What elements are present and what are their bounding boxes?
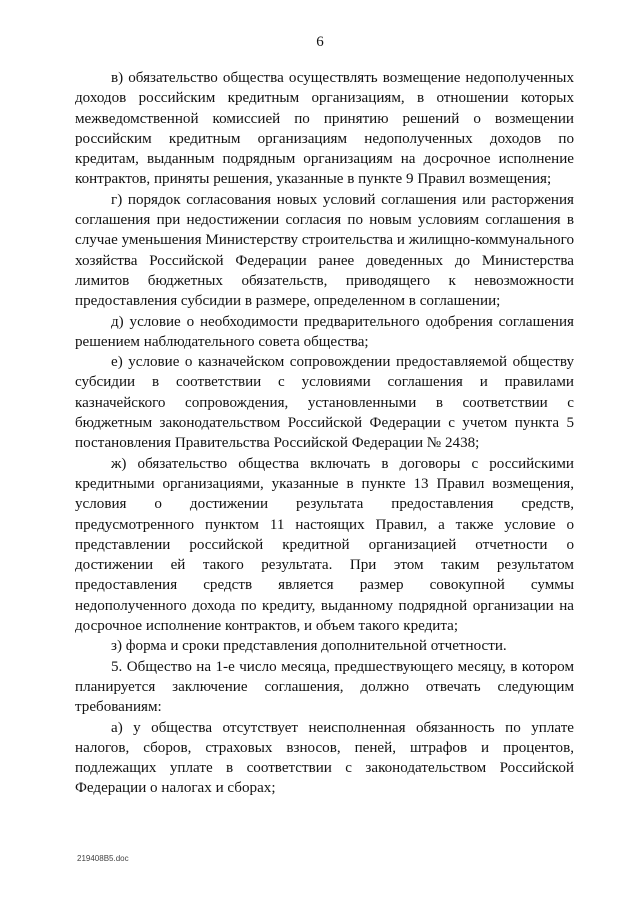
paragraph-5-requirements: 5. Общество на 1-е число месяца, предшествующего месяцу, в котором планируется заключение соглашения, должно отвечать следующим требованиям:: [75, 658, 574, 716]
page-number: 6: [316, 34, 324, 50]
paragraph-zh-bank-contracts: ж) обязательство общества включать в договоры с российскими кредитными организациями, указанные в пункте 13 Правил возмещения, условия о достижении результата предоставления средств, предусмотренного пунктом 11 настоящих Правил, а также условие о представлении российской кредитной организацией отчетности о достижении ей такого результата. При этом таким результатом предоставления средств является размер совокупной суммы недополученного дохода по кредиту, выданному подрядной организации на досрочное исполнение контрактов, и объем такого кредита;: [75, 455, 574, 635]
document-body: [75, 68, 574, 799]
paragraph-a-no-tax-debt: а) у общества отсутствует неисполненная обязанность по уплате налогов, сборов, страховых взносов, пеней, штрафов и процентов, подлежащих уплате в соответствии с законодательством Российской Федерации о налогах и сборах;: [75, 719, 574, 797]
paragraph-d-board-approval: д) условие о необходимости предварительного одобрения соглашения решением наблюдательного совета общества;: [75, 313, 574, 350]
paragraph-e-treasury-support: е) условие о казначейском сопровождении предоставляемой обществу субсидии в соответствии с условиями соглашения и правилами казначейского сопровождения, установленными в соответствии с бюджетным законодательством Российской Федерации с учетом пункта 5 постановления Правительства Российской Федерации № 2438;: [75, 354, 574, 452]
footer-document-code: 219408В5.doc: [77, 854, 129, 863]
paragraph-g-agreement-procedure: г) порядок согласования новых условий соглашения или расторжения соглашения при недостижении согласия по новым условиям соглашения в случае уменьшения Министерству строительства и жилищно-коммунального хозяйства Российской Федерации ранее доведенных до Министерства лимитов бюджетных обязательств, приводящего к невозможности предоставления субсидии в размере, определенном в соглашении;: [75, 191, 574, 310]
paragraph-z-reporting-form: з) форма и сроки представления дополнительной отчетности.: [111, 638, 507, 655]
paragraph-v-obligation-compensation: в) обязательство общества осуществлять возмещение недополученных доходов российским кредитным организациям, в отношении которых межведомственной комиссией по принятию решений о возмещении российским кредитным организациям недополученных доходов по кредитам, выданным подрядным организациям на досрочное исполнение контрактов, приняты решения, указанные в пункте 9 Правил возмещения;: [75, 70, 574, 188]
